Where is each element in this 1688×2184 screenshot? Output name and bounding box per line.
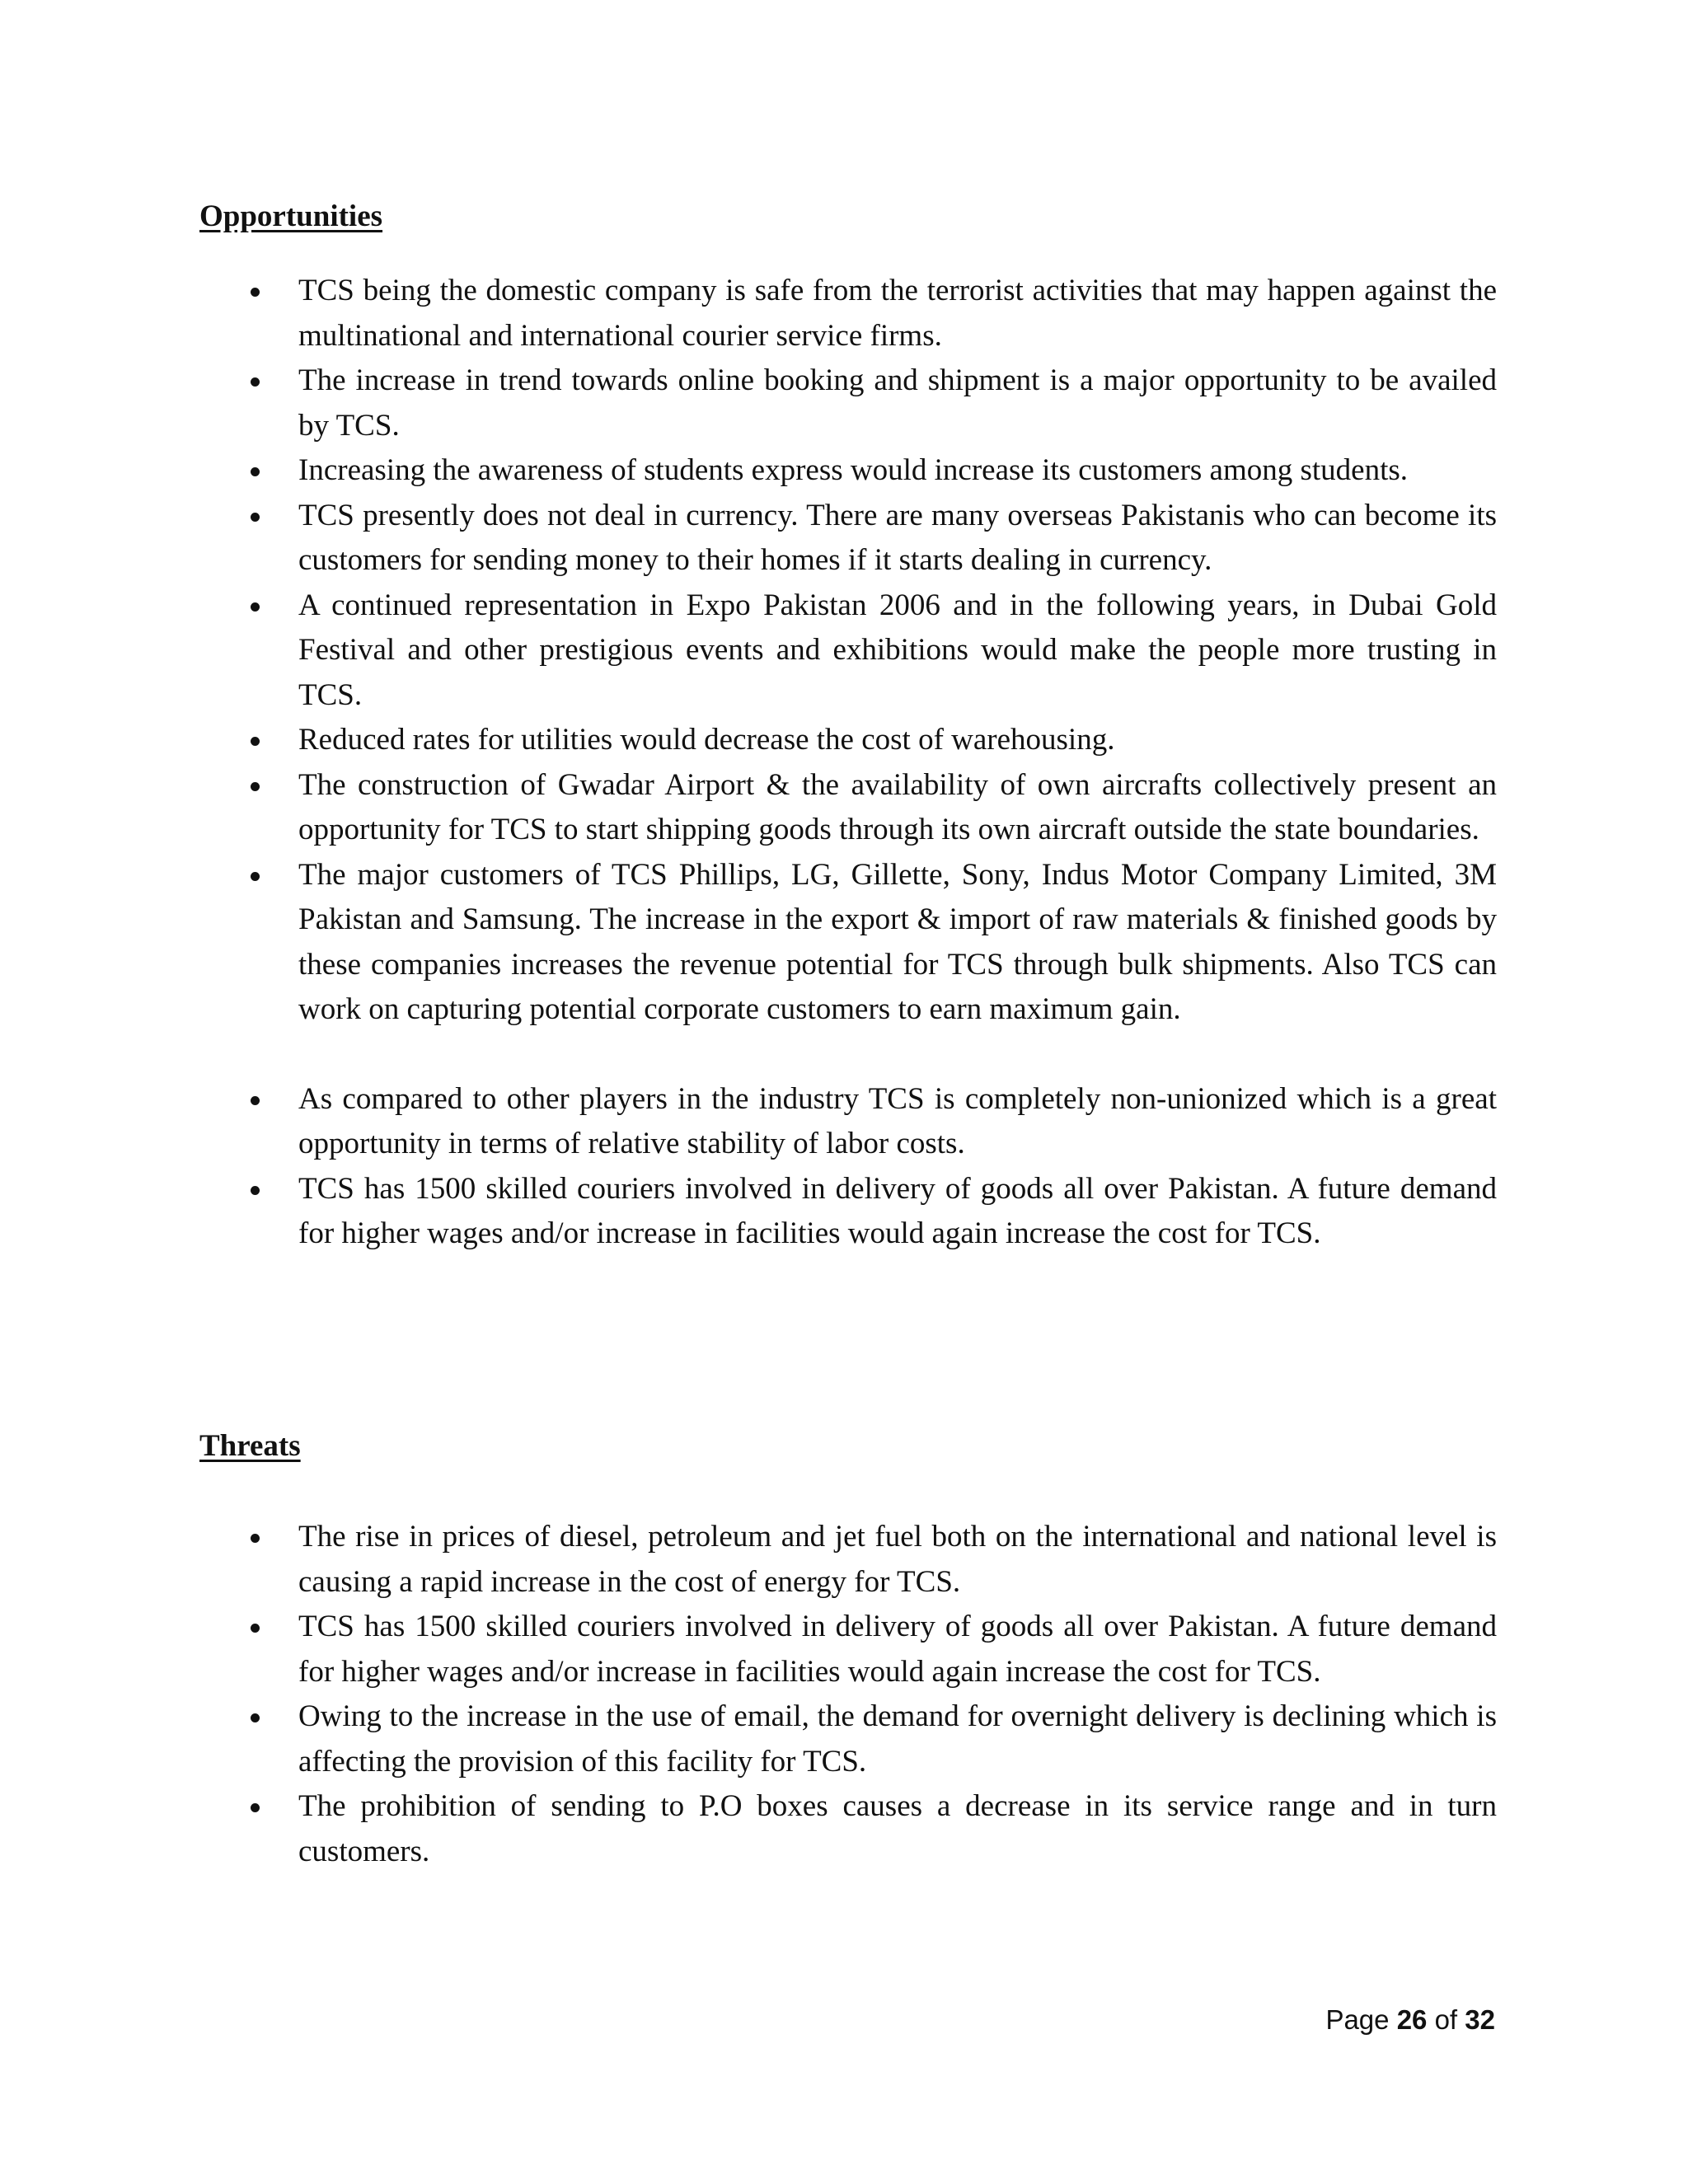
list-item (199, 718, 1497, 763)
list-item (199, 448, 1497, 494)
threats-list (199, 1515, 1497, 1874)
bullet-icon (251, 1803, 260, 1812)
bullet-icon (251, 1624, 260, 1633)
list-item-text: The increase in trend towards online booking and shipment is a major opportunity to be availed by TCS. (298, 363, 1497, 443)
list-item-text: TCS has 1500 skilled couriers involved in delivery of goods all over Pakistan. A future demand for higher wages and/or increase in facilities would again increase the cost for TCS. (298, 1171, 1497, 1250)
list-item (199, 1605, 1497, 1694)
bullet-icon (251, 872, 260, 881)
list-item (199, 494, 1497, 583)
list-item-text: Owing to the increase in the use of email, the demand for overnight delivery is declining which is affecting the provision of this facility for TCS. (298, 1699, 1497, 1779)
bullet-icon (251, 602, 260, 612)
bullet-icon (251, 1534, 260, 1543)
list-item-text: The major customers of TCS Phillips, LG, Gillette, Sony, Indus Motor Company Limited, 3M Pakistan and Samsung. The increase in the export & import of raw materials & finished goods by these companies increases the revenue potential for TCS through bulk shipments. Also TCS can work on capturing potential corporate customers to earn maximum gain. (298, 857, 1497, 1026)
list-item-text: Reduced rates for utilities would decrease the cost of warehousing. (298, 723, 1115, 757)
list-item-text: TCS has 1500 skilled couriers involved in delivery of goods all over Pakistan. A future demand for higher wages and/or increase in facilities would again increase the cost for TCS. (298, 1610, 1497, 1689)
bullet-icon (251, 1713, 260, 1722)
list-item-text: As compared to other players in the industry TCS is completely non-unionized which is a great opportunity in terms of relative stability of labor costs. (298, 1081, 1497, 1160)
bullet-icon (251, 782, 260, 791)
list-item-text: The construction of Gwadar Airport & the availability of own aircrafts collectively present an opportunity for TCS to start shipping goods through its own aircraft outside the state boundaries. (298, 767, 1497, 846)
of-label: of (1434, 2004, 1458, 2035)
list-item-text: TCS presently does not deal in currency. There are many overseas Pakistanis who can become its customers for sending money to their homes if it starts dealing in currency. (298, 498, 1497, 577)
opportunities-list (199, 269, 1497, 1257)
list-item (199, 269, 1497, 359)
list-item (199, 1694, 1497, 1784)
list-item-text: Increasing the awareness of students express would increase its customers among students. (298, 453, 1409, 487)
list-item (199, 1077, 1497, 1167)
page-label: Page (1325, 2004, 1390, 2035)
bullet-icon (251, 377, 260, 387)
list-item (199, 1515, 1497, 1605)
current-page-number: 26 (1396, 2004, 1428, 2035)
bullet-icon (251, 1186, 260, 1195)
bullet-icon (251, 288, 260, 297)
page-number-footer (1325, 2006, 1495, 2033)
list-item-text: The prohibition of sending to P.O boxes causes a decrease in its service range and in turn customers. (298, 1789, 1497, 1868)
list-item (199, 583, 1497, 719)
opportunities-heading: Opportunities (199, 199, 383, 233)
bullet-icon (251, 467, 260, 476)
bullet-icon (251, 737, 260, 746)
list-item-text: A continued representation in Expo Pakistan 2006 and in the following years, in Dubai Gold Festival and other prestigious events and exhibitions would make the people more trusting in TCS. (298, 588, 1497, 712)
list-item (199, 359, 1497, 448)
list-item (199, 763, 1497, 853)
bullet-icon (251, 513, 260, 522)
threats-heading: Threats (199, 1429, 301, 1463)
list-item (199, 1784, 1497, 1874)
list-item (199, 853, 1497, 1033)
total-pages-number: 32 (1465, 2004, 1495, 2035)
bullet-icon (251, 1096, 260, 1105)
list-item-text: The rise in prices of diesel, petroleum and jet fuel both on the international and national level is causing a rapid increase in the cost of energy for TCS. (298, 1520, 1497, 1599)
list-item-text: TCS being the domestic company is safe from the terrorist activities that may happen against the multinational and international courier service firms. (298, 274, 1497, 353)
list-item (199, 1167, 1497, 1257)
